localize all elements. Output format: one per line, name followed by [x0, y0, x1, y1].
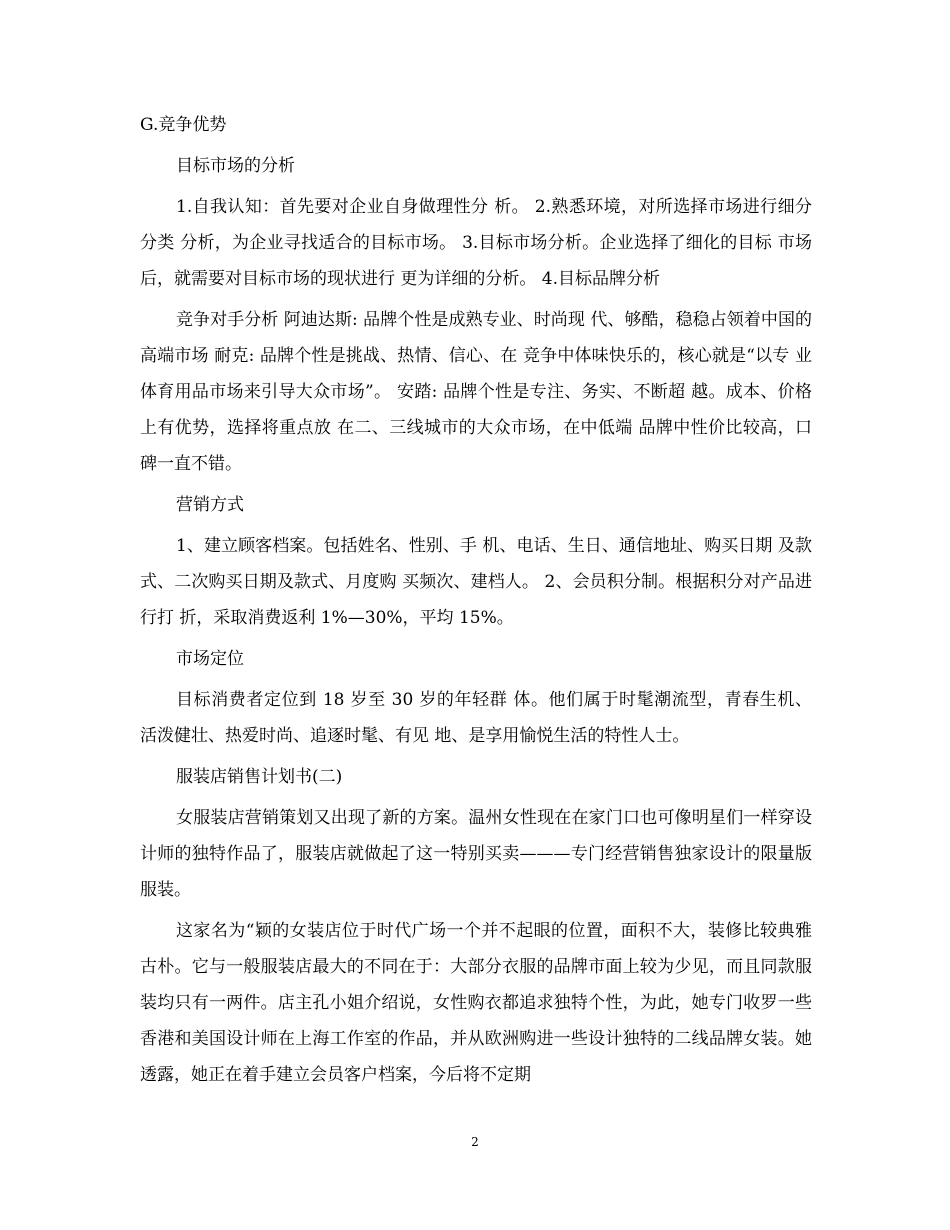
section-heading-sales-plan-2: 服装店销售计划书(二): [176, 767, 343, 787]
paragraph-self-awareness: 1.自我认知：首先要对企业自身做理性分 析。 2.熟悉环境，对所选择市场进行细分分类 分析，为企业寻找适合的目标市场。 3.目标市场分析。企业选择了细化的目标 市场后，就需要对目标市场的现状进行 更为详细的分析。 4.目标品牌分析: [140, 197, 812, 289]
paragraph-target-consumers: 目标消费者定位到 18 岁至 30 岁的年轻群 体。他们属于时髦潮流型，青春生机、 活泼健壮、热爱时尚、追逐时髦、有见 地、是享用愉悦生活的特性人士。: [140, 690, 812, 746]
section-heading-marketing-methods: 营销方式: [176, 495, 244, 515]
section-heading-competitive-advantage: G.竞争优势: [140, 115, 227, 135]
paragraph-new-plan: 女服装店营销策划又出现了新的方案。温州女性现在在家门口也可像明星们一样穿设计师的独特作品了，服装店就做起了这一特别买卖———专门经营销售独家设计的限量版服装。: [140, 808, 812, 900]
paragraph-customer-records: 1、建立顾客档案。包括姓名、性别、手 机、电话、生日、通信地址、购买日期 及款式、二次购买日期及款式、月度购 买频次、建档人。 2、会员积分制。根据积分对产品进行打 折，采取消费返利 1%—30%，平均 15%。: [140, 536, 812, 628]
paragraph-store-description: 这家名为“颖的女装店位于时代广场一个并不起眼的位置，面积不大，装修比较典雅古朴。它与一般服装店最大的不同在于：大部分衣服的品牌市面上较为少见，而且同款服装均只有一两件。店主孔小姐介绍说，女性购衣都追求独特个性，为此，她专门收罗一些香港和美国设计师在上海工作室的作品，并从欧洲购进一些设计独特的二线品牌女装。她透露，她正在着手建立会员客户档案，今后将不定期: [140, 921, 812, 1085]
page-number: 2: [471, 1135, 479, 1149]
paragraph-competitor-analysis: 竞争对手分析 阿迪达斯: 品牌个性是成熟专业、时尚现 代、够酷，稳稳占领着中国的高端市场 耐克: 品牌个性是挑战、热情、信心、在 竞争中体味快乐的，核心就是“以专 业 体育用品市场来引导大众市场”。 安踏: 品牌个性是专注、务实、不断超 越。成本、价格上有优势，选择将重点放 在二、三线城市的大众市场，在中低端 品牌中性价比较高，口碑一直不错。: [140, 310, 812, 474]
section-heading-market-positioning: 市场定位: [176, 649, 244, 669]
document-body: [140, 107, 812, 1098]
section-heading-target-market-analysis: 目标市场的分析: [176, 156, 295, 176]
